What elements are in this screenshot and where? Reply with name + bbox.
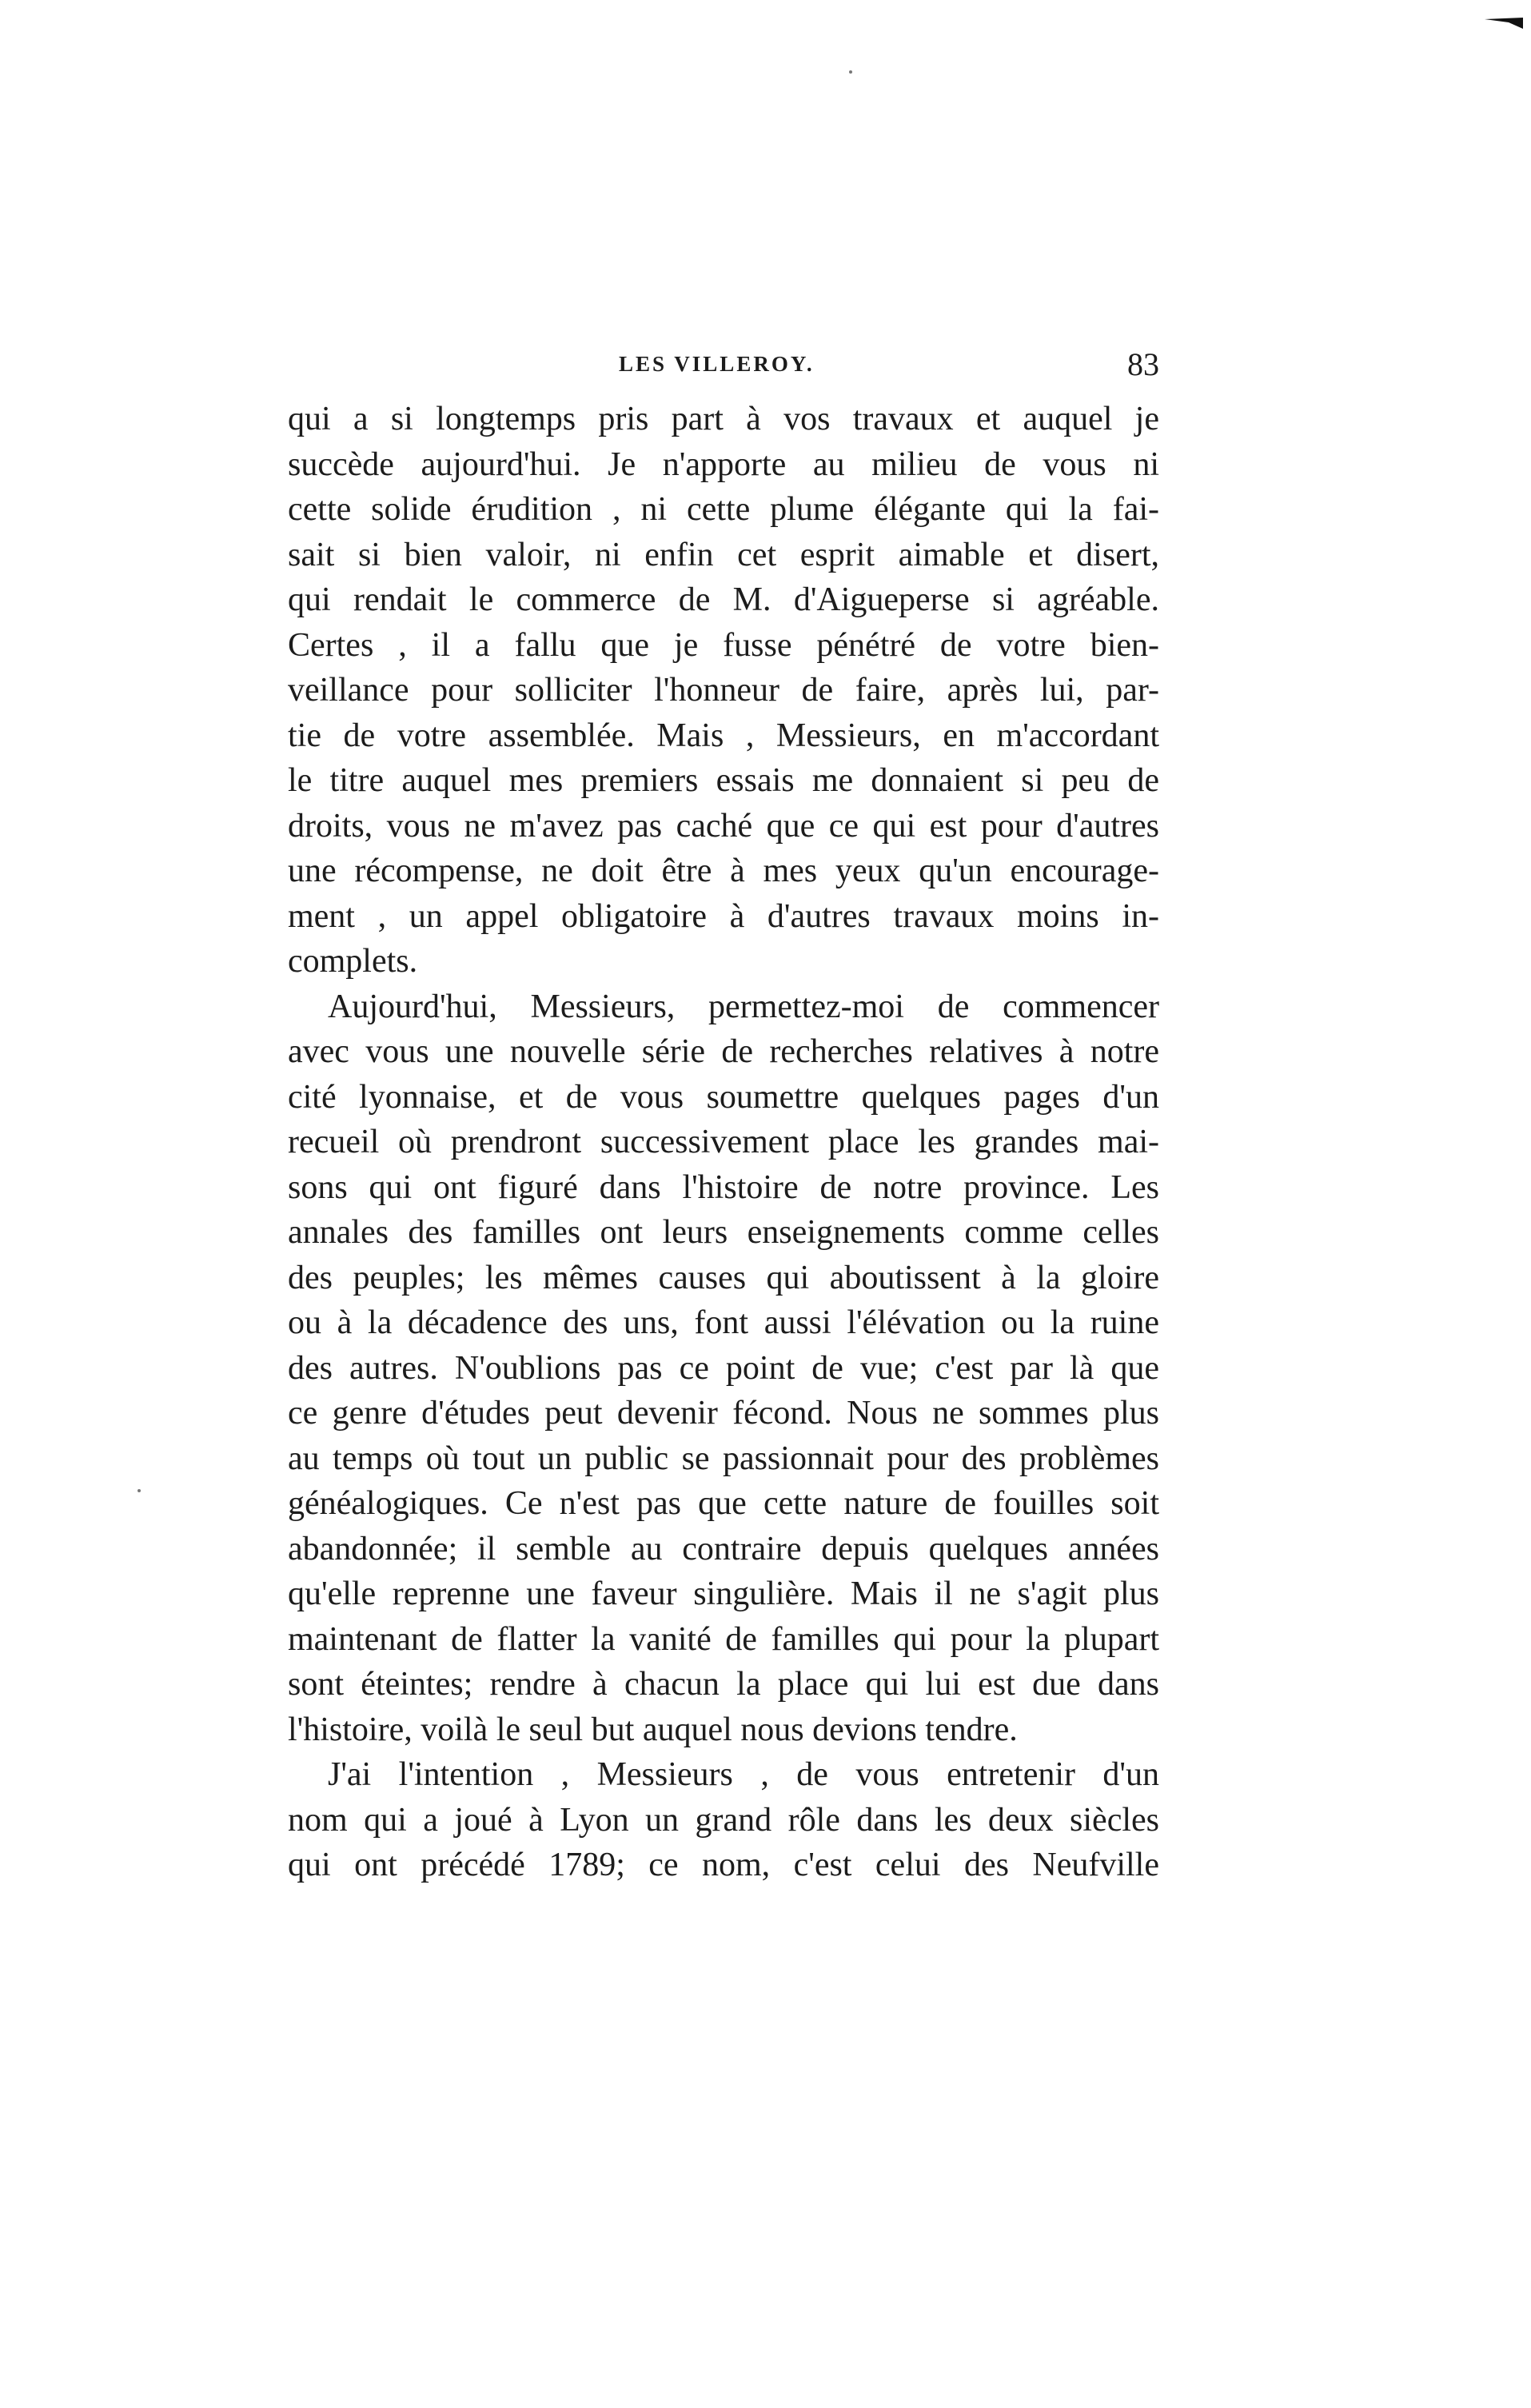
paper-speck [138, 1489, 141, 1492]
text-line: nom qui a joué à Lyon un grand rôle dans les deux siècles [288, 1801, 1159, 1839]
text-line: Certes , il a fallu que je fusse pénétré de votre bien- [288, 626, 1159, 664]
text-line: qu'elle reprenne une faveur singulière. Mais il ne s'agit plus [288, 1575, 1159, 1612]
text-line: des peuples; les mêmes causes qui aboutissent à la gloire [288, 1259, 1159, 1296]
text-line: tie de votre assemblée. Mais , Messieurs, en m'accordant [288, 717, 1159, 754]
paragraph [288, 397, 1159, 984]
page-number: 83 [1127, 346, 1159, 382]
text-line: complets. [288, 943, 418, 980]
text-line: une récompense, ne doit être à mes yeux qu'un encourage- [288, 853, 1159, 889]
text-line: ou à la décadence des uns, font aussi l'élévation ou la ruine [288, 1304, 1159, 1341]
text-line: veillance pour solliciter l'honneur de faire, après lui, par- [288, 672, 1159, 709]
text-line: l'histoire, voilà le seul but auquel nous devions tendre. [288, 1711, 1018, 1748]
body-text [288, 397, 1159, 1888]
text-line: généalogiques. Ce n'est pas que cette nature de fouilles soit [288, 1485, 1159, 1522]
text-line: ce genre d'études peut devenir fécond. Nous ne sommes plus [288, 1395, 1159, 1432]
text-line: Aujourd'hui, Messieurs, permettez-moi de commencer [328, 988, 1159, 1025]
text-line: qui a si longtemps pris part à vos travaux et auquel je [288, 401, 1159, 437]
text-line: ment , un appel obligatoire à d'autres travaux moins in- [288, 897, 1159, 935]
paragraph [288, 984, 1159, 1753]
running-head [288, 345, 1159, 381]
text-line: cette solide érudition , ni cette plume élégante qui la fai- [288, 491, 1159, 528]
text-line: recueil où prendront successivement place les grandes mai- [288, 1124, 1159, 1160]
text-line: J'ai l'intention , Messieurs , de vous entretenir d'un [328, 1756, 1159, 1793]
paragraph [288, 1752, 1159, 1888]
text-line: sont éteintes; rendre à chacun la place qui lui est due dans [288, 1666, 1159, 1703]
text-line: cité lyonnaise, et de vous soumettre quelques pages d'un [288, 1078, 1159, 1116]
text-line: sait si bien valoir, ni enfin cet esprit aimable et disert, [288, 536, 1159, 573]
text-line: qui rendait le commerce de M. d'Aigueperse si agréable. [288, 581, 1159, 618]
text-line: abandonnée; il semble au contraire depuis quelques années [288, 1530, 1159, 1567]
text-line: annales des familles ont leurs enseignements comme celles [288, 1214, 1159, 1251]
text-line: sons qui ont figuré dans l'histoire de notre province. Les [288, 1168, 1159, 1206]
text-line: maintenant de flatter la vanité de familles qui pour la plupart [288, 1620, 1159, 1658]
corner-mark-icon [1485, 18, 1523, 29]
text-line: succède aujourd'hui. Je n'apporte au milieu de vous ni [288, 445, 1159, 483]
text-line: avec vous une nouvelle série de recherches relatives à notre [288, 1033, 1159, 1070]
text-line: droits, vous ne m'avez pas caché que ce qui est pour d'autres [288, 807, 1159, 845]
text-line: le titre auquel mes premiers essais me donnaient si peu de [288, 762, 1159, 799]
paper-speck [849, 70, 852, 74]
text-line: des autres. N'oublions pas ce point de vue; c'est par là que [288, 1349, 1159, 1387]
running-title: LES VILLEROY. [619, 352, 815, 376]
text-line: qui ont précédé 1789; ce nom, c'est celui des Neufville [288, 1847, 1159, 1883]
text-line: au temps où tout un public se passionnait pour des problèmes [288, 1440, 1159, 1477]
